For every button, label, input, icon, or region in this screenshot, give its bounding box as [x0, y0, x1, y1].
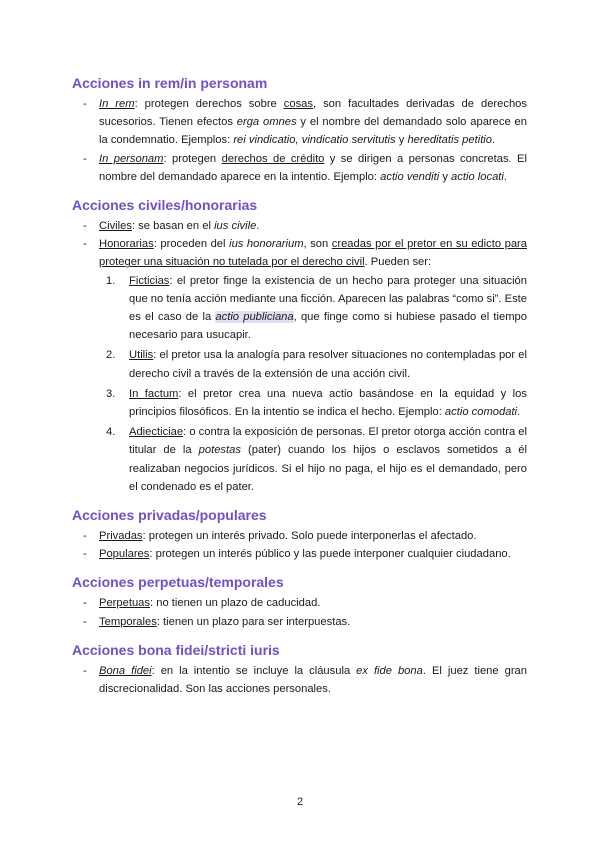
term: Ficticias: [129, 274, 170, 287]
text-run: .: [517, 406, 521, 419]
text-run: : no tienen un plazo de caducidad.: [150, 597, 321, 610]
item-number: 1.: [106, 274, 116, 287]
section-civiles-honorarias: [72, 196, 527, 496]
list-item-utilis: [72, 346, 527, 382]
text-run: y el nombre del demandado solo aparece en la condemnatio. Ejemplos:: [99, 116, 527, 147]
item-number: 3.: [106, 387, 116, 400]
text-run: ex fide bona: [356, 664, 423, 677]
text-run: , son: [303, 238, 332, 251]
text-run: erga omnes: [236, 116, 297, 129]
text-run: , son facultades derivadas de derechos sucesorios. Tienen efectos: [99, 98, 527, 129]
section-in-rem-in-personam: [72, 74, 527, 186]
text-run: .: [503, 170, 507, 183]
text-run: : el pretor usa la analogía para resolver situaciones no contempladas por el derecho civil a través de la extensión de una acción civil.: [129, 349, 527, 380]
text-run: rei vindicatio, vindicatio servitutis: [233, 134, 396, 147]
list-item-adiecticiae: [72, 423, 527, 496]
section-heading: Acciones privadas/populares: [72, 507, 267, 524]
term: Temporales: [99, 615, 157, 628]
text-run: : proceden del: [153, 238, 230, 251]
section-bona-fidei-stricti-iuris: [72, 641, 527, 698]
term: Privadas: [99, 530, 143, 543]
text-run: cosas: [283, 98, 313, 110]
text-run: actio locati: [451, 170, 504, 183]
text-run: : o contra la exposición de personas. El pretor otorga acción contra el titular de la: [129, 426, 528, 457]
text-run: : en la intentio se incluye la cláusula: [151, 664, 357, 677]
highlighted-text: actio publiciana: [215, 311, 294, 324]
text-run: actio comodati: [444, 406, 518, 419]
section-list: [72, 217, 527, 272]
list-item-in-personam: [72, 150, 527, 186]
text-run: .: [492, 134, 496, 147]
list-item-honorarias: [72, 235, 527, 271]
text-run: : protegen derechos sobre: [134, 98, 284, 110]
term: Populares: [99, 548, 150, 561]
text-run: : el pretor finge la existencia de un hecho para proteger una situación que no tenía acción mediante una ficción. Aparecen las palabras “como si”. Este es el caso de la: [129, 274, 528, 324]
term: In personam: [99, 152, 164, 165]
section-list: [72, 594, 527, 630]
term: Civiles: [99, 220, 132, 233]
text-run: y se dirigen a personas concretas. El nombre del demandado aparece en la intentio. Ejemplo:: [99, 152, 527, 183]
section-heading: Acciones in rem/in personam: [72, 75, 268, 91]
section-heading: Acciones civiles/honorarias: [72, 197, 258, 214]
numbered-list: [72, 272, 527, 496]
section-heading: Acciones bona fidei/stricti iuris: [72, 641, 280, 658]
term: In rem: [99, 98, 135, 110]
text-run: , que finge como si hubiese pasado el tiempo necesario para usucapir.: [129, 311, 527, 342]
page-number: 2: [296, 796, 304, 808]
text-run: . El juez tiene gran discrecionalidad. Son las acciones personales.: [99, 664, 527, 696]
text-run: . Pueden ser:: [364, 256, 432, 269]
text-run: : protegen un interés privado. Solo puede interponerlas el afectado.: [142, 530, 477, 543]
list-item-perpetuas: [72, 594, 527, 612]
text-run: ius honorarium: [229, 238, 304, 251]
section-perpetuas-temporales: [72, 573, 527, 630]
item-number: 4.: [106, 426, 116, 439]
list-item-bona-fidei: [72, 662, 527, 698]
list-item-temporales: [72, 613, 527, 631]
text-run: potestas: [198, 444, 241, 457]
text-run: : tienen un plazo para ser interpuestas.: [156, 615, 351, 628]
list-item-in-factum: [72, 385, 527, 421]
text-run: y: [439, 170, 452, 183]
text-run: hereditatis petitio: [407, 134, 493, 147]
item-number: 2.: [106, 349, 116, 362]
text-run: ius civile: [214, 220, 257, 233]
text-run: : protegen un interés público y las puede interponer cualquier ciudadano.: [149, 548, 511, 561]
term: Perpetuas: [99, 597, 150, 610]
text-run: y: [395, 134, 408, 147]
term: In factum: [129, 387, 179, 400]
list-item-privadas: [72, 527, 527, 545]
text-run: derechos de crédito: [221, 152, 325, 165]
text-run: .: [256, 220, 260, 233]
list-item-civiles: [72, 217, 527, 235]
section-list: [72, 527, 527, 563]
section-list: [72, 95, 527, 186]
term: Adiecticiae: [129, 426, 184, 439]
term: Honorarias: [99, 238, 154, 251]
document-body: [72, 74, 527, 708]
text-run: : el pretor crea una nueva actio basándose en la equidad y los principios filosóficos. En la intentio se indica el hecho. Ejemplo:: [129, 387, 527, 419]
section-list: [72, 662, 527, 698]
text-run: creadas por el pretor en su edicto para proteger una situación no tutelada por el derecho civil: [99, 238, 528, 269]
text-run: (pater) cuando los hijos o esclavos sometidos a él realizaban negocios jurídicos. Si el hijo no paga, el hijo es el demandado, pero el condenado es el pater.: [129, 444, 527, 493]
list-item-ficticias: [72, 272, 527, 345]
section-heading: Acciones perpetuas/temporales: [72, 574, 284, 591]
text-run: : se basan en el: [131, 220, 215, 233]
text-run: : protegen: [163, 152, 222, 165]
list-item-in-rem: [72, 95, 527, 150]
term: Utilis: [129, 349, 154, 362]
text-run: actio venditi: [380, 170, 440, 183]
section-privadas-populares: [72, 506, 527, 563]
term: Bona fidei: [99, 664, 152, 677]
list-item-populares: [72, 545, 527, 563]
